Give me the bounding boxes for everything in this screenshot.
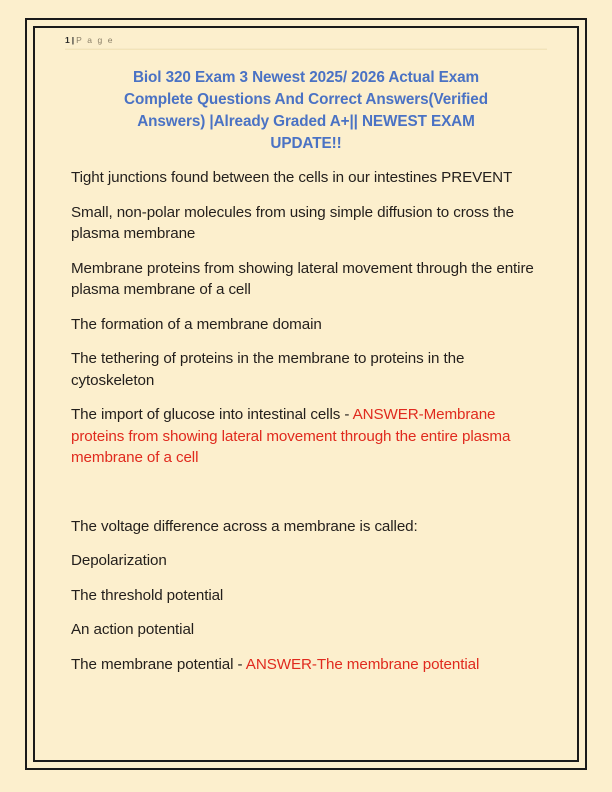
header-separator: | (71, 35, 75, 45)
question-option: The import of glucose into intestinal cells (71, 406, 341, 423)
page-title (67, 67, 545, 155)
title-line-2: Complete Questions And Correct Answers(Verified (124, 91, 488, 108)
answer-text: ANSWER-Membrane proteins from showing lateral movement through the entire plasma membrane of a cell (71, 406, 511, 466)
question-option: Small, non-polar molecules from using simple diffusion to cross the plasma membrane (71, 203, 514, 242)
question-option: The threshold potential (71, 586, 224, 604)
exam-body (41, 167, 571, 675)
answer-separator: - (340, 406, 353, 423)
question-answer-line (71, 404, 541, 469)
question-option: Depolarization (71, 552, 167, 569)
paragraph-spacer (71, 482, 541, 503)
question-prompt: The voltage difference across a membrane is called: (71, 517, 418, 535)
answer-text: ANSWER-The membrane potential (245, 655, 480, 673)
title-line-4: UPDATE!! (270, 135, 342, 152)
answer-separator: - (233, 655, 246, 673)
running-header (41, 30, 571, 45)
header-page-number: 1 (65, 35, 70, 45)
question-option: The membrane potential (71, 655, 234, 673)
question-option: Membrane proteins from showing lateral movement through the entire plasma membrane of a cell (71, 259, 534, 298)
question-option: The formation of a membrane domain (71, 315, 322, 333)
question-prompt: Tight junctions found between the cells in our intestines PREVENT (71, 169, 513, 186)
question-answer-line (71, 654, 541, 676)
title-line-1: Biol 320 Exam 3 Newest 2025/ 2026 Actual Exam (132, 69, 480, 86)
question-option: The tethering of proteins in the membrane to proteins in the cytoskeleton (71, 350, 465, 389)
question-option: An action potential (71, 621, 195, 638)
header-divider (65, 48, 547, 50)
title-line-3: Answers) |Already Graded A+|| NEWEST EXAM (137, 113, 475, 130)
page-content (41, 30, 571, 758)
header-page-word: P a g e (76, 35, 115, 45)
